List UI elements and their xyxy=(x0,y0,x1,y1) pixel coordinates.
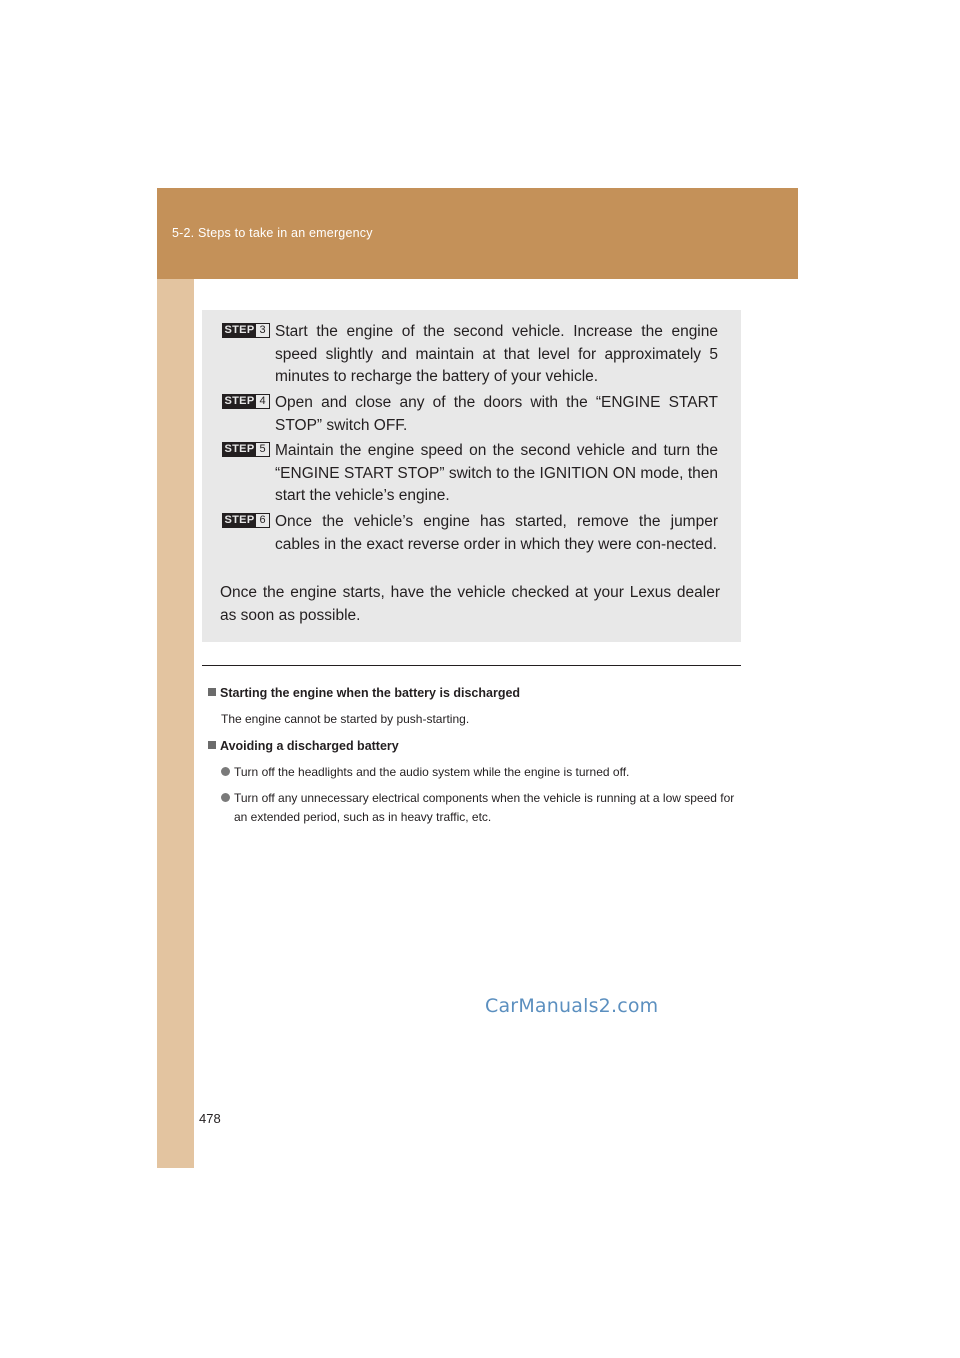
note-heading-avoiding xyxy=(208,739,399,753)
note-heading-starting xyxy=(208,686,520,700)
page-number: 478 xyxy=(199,1111,221,1126)
note-heading-text: Starting the engine when the battery is discharged xyxy=(220,686,521,700)
watermark: CarManuals2.com xyxy=(485,995,659,1017)
square-bullet-icon xyxy=(208,688,216,696)
bullet-text: Turn off any unnecessary electrical components when the vehicle is running at a low speed for an extended period, such as in heavy traffic, etc. xyxy=(234,791,735,824)
step-number: 4 xyxy=(259,395,266,407)
step-text: Maintain the engine speed on the second vehicle and turn the “ENGINE START STOP” switch to the IGNITION ON mode, then start the vehicle’s engine. xyxy=(275,442,718,504)
side-tab xyxy=(157,188,194,1168)
step-number: 6 xyxy=(259,514,266,526)
step-label: STEP xyxy=(224,514,255,526)
step-number: 3 xyxy=(259,324,266,336)
step-text: Start the engine of the second vehicle. Increase the engine speed slightly and maintain at that level for approximately 5 minutes to recharge the battery of your vehicle. xyxy=(275,323,718,385)
circle-bullet-icon xyxy=(221,793,230,802)
circle-bullet-icon xyxy=(221,767,230,776)
step-badge xyxy=(222,442,270,457)
bullet-item xyxy=(221,763,736,782)
note-heading-text: Avoiding a discharged battery xyxy=(220,739,399,753)
section-divider xyxy=(202,665,741,666)
step-badge xyxy=(222,513,270,528)
square-bullet-icon xyxy=(208,741,216,749)
step-label: STEP xyxy=(224,324,255,336)
box-footer-text: Once the engine starts, have the vehicle checked at your Lexus dealer as soon as possible. xyxy=(220,584,720,624)
section-title: 5-2. Steps to take in an emergency xyxy=(172,226,373,240)
bullet-item xyxy=(221,789,736,827)
note-text-starting: The engine cannot be started by push-starting. xyxy=(221,712,470,726)
step-badge xyxy=(222,394,270,409)
step-text: Once the vehicle’s engine has started, remove the jumper cables in the exact reverse order in which they were con-nected. xyxy=(275,513,718,553)
bullet-text: Turn off the headlights and the audio system while the engine is turned off. xyxy=(234,765,630,779)
step-label: STEP xyxy=(224,395,255,407)
step-number: 5 xyxy=(259,443,266,455)
step-label: STEP xyxy=(224,443,255,455)
step-text: Open and close any of the doors with the “ENGINE START STOP” switch OFF. xyxy=(275,394,718,434)
step-badge xyxy=(222,323,270,338)
